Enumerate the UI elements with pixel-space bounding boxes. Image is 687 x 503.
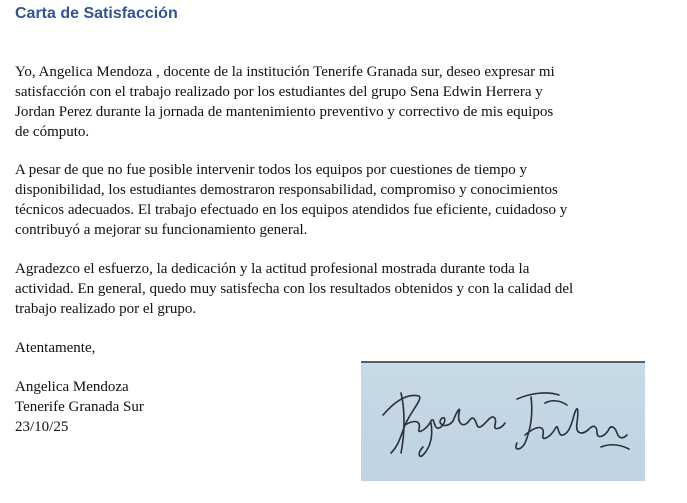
letter-title: Carta de Satisfacción [15,5,178,22]
body-paragraph [15,160,615,240]
paragraph-line: Yo, Angelica Mendoza , docente de la institución Tenerife Granada sur, deseo expresar mi [15,64,555,80]
body-paragraph [15,62,615,142]
closing-salutation: Atentamente, [15,340,96,356]
handwritten-signature-image [361,361,645,481]
paragraph-line: actividad. En general, quedo muy satisfecha con los resultados obtenidos y con la calidad del [15,281,574,297]
signature-scribble [361,363,645,481]
paragraph-line: contribuyó a mejorar su funcionamiento general. [15,222,308,238]
signer-details [15,377,144,437]
paragraph-line: A pesar de que no fue posible intervenir todos los equipos por cuestiones de tiempo y [15,162,527,178]
paragraph-line: satisfacción con el trabajo realizado por los estudiantes del grupo Sena Edwin Herrera y [15,84,543,100]
signer-name: Angelica Mendoza [15,379,129,395]
paragraph-line: disponibilidad, los estudiantes demostraron responsabilidad, compromiso y conocimientos [15,182,558,198]
body-paragraph [15,259,615,319]
paragraph-line: Jordan Perez durante la jornada de mantenimiento preventivo y correctivo de mis equipos [15,104,554,120]
signature-date: 23/10/25 [15,419,69,435]
paragraph-line: Agradezco el esfuerzo, la dedicación y la actitud profesional mostrada durante toda la [15,261,530,277]
paragraph-line: trabajo realizado por el grupo. [15,301,197,317]
signer-institution: Tenerife Granada Sur [15,399,144,415]
paragraph-line: técnicos adecuados. El trabajo efectuado en los equipos atendidos fue eficiente, cuidadoso y [15,202,568,218]
paragraph-line: de cómputo. [15,124,90,140]
